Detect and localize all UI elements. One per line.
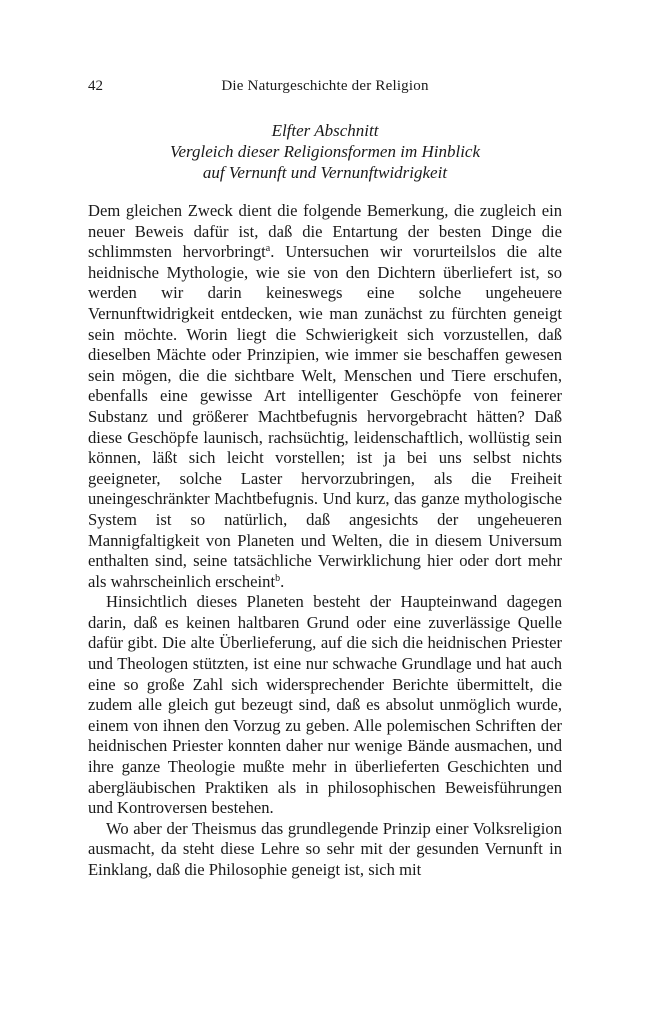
book-page [88, 78, 562, 881]
body-text [88, 201, 562, 881]
running-head [88, 78, 562, 102]
paragraph-1-part-a: Dem gleichen Zweck dient die folgende Bemerkung, die zugleich ein neuer Beweis dafür ist, daß die Entartung der besten Dinge die schlimmsten hervorbringt [88, 201, 562, 262]
paragraph-2: Hinsichtlich dieses Planeten besteht der Haupteinwand dagegen darin, daß es keinen haltbaren Grund oder eine zuverlässige Quelle dafür gibt. Die alte Überlieferung, auf die sich die heidnischen Priester und Theologen stützten, ist eine nur schwache Grundlage und hat auch eine so große Zahl sich widersprechender Berichte übermittelt, die zudem alle gleich gut bezeugt sind, daß es absolut unmöglich wurde, einem von ihnen den Vorzug zu geben. Alle polemischen Schriften der heidnischen Priester konnten daher nur wenige Bände ausmachen, und ihre ganze Theologie mußte mehr in überlieferten Geschichten und abergläubischen Praktiken als in philosophischen Beweisführungen und Kontroversen bestehen. [88, 592, 562, 818]
section-heading [88, 120, 562, 183]
page-number: 42 [88, 78, 103, 94]
section-title: Elfter Abschnitt [271, 121, 379, 140]
running-title: Die Naturgeschichte der Religion [221, 78, 429, 94]
paragraph-1-part-b: . Untersuchen wir vorurteilslos die alte heidnische Mythologie, wie sie von den Dichtern überliefert ist, so werden wir darin keineswegs eine solche ungeheuere Vernunftwidrigkeit entdecken, wie man zunächst zu fürchten geneigt sein möchte. Worin liegt die Schwierigkeit sich vorzustellen, daß dieselben Mächte oder Prinzipien, wie immer sie beschaffen gewesen sein mögen, die die sichtbare Welt, Menschen und Tiere erschufen, ebenfalls eine gewisse Art intelligenter Geschöpfe von feinerer Substanz und größerer Machtbefugnis hervorgebracht hätten? Daß diese Geschöpfe launisch, rachsüchtig, leidenschaftlich, wollüstig sein können, läßt sich leicht vorstellen; ist ja bei uns selbst nichts geeigneter, solche Laster hervorzubringen, als die Freiheit uneingeschränkter Machtbefugnis. Und kurz, das ganze mythologische System ist so natürlich, daß angesichts der ungeheueren Mannigfaltigkeit von Planeten und Welten, die in diesem Universum enthalten sind, seine tatsächliche Verwirklichung hier oder dort mehr als wahrscheinlich erscheint [88, 242, 562, 591]
footnote-marker-a: a [265, 243, 271, 255]
section-subtitle-line-1: Vergleich dieser Religionsformen im Hinblick [169, 142, 481, 161]
paragraph-3: Wo aber der Theismus das grundlegende Prinzip einer Volksreligion ausmacht, da steht diese Lehre so sehr mit der gesunden Vernunft in Einklang, daß die Philosophie geneigt ist, sich mit [88, 818, 562, 879]
section-subtitle-line-2: auf Vernunft und Vernunftwidrigkeit [202, 163, 448, 182]
paragraph-1-part-c: . [280, 571, 285, 591]
paragraph-1 [88, 201, 562, 592]
footnote-marker-b: b [275, 572, 281, 584]
